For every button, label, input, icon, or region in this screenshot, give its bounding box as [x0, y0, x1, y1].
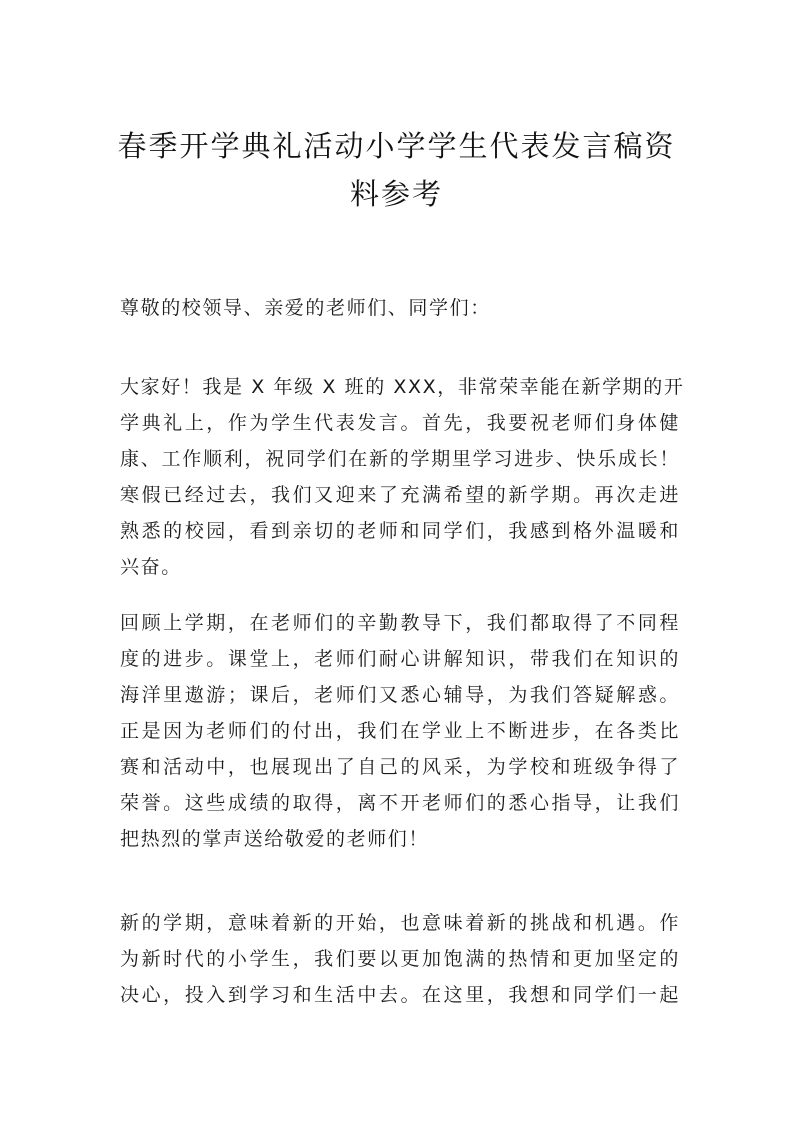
paragraph-2-line-2: 度的进步。课堂上，老师们耐心讲解知识，带我们在知识的 [120, 648, 680, 670]
paragraph-3-line-3: 决心，投入到学习和生活中去。在这里，我想和同学们一起 [120, 984, 680, 1006]
paragraph-1-line-5: 熟悉的校园，看到亲切的老师和同学们，我感到格外温暖和 [120, 520, 680, 542]
paragraph-3-line-2: 为新时代的小学生，我们要以更加饱满的热情和更加坚定的 [120, 948, 680, 970]
paragraph-1-line-4: 寒假已经过去，我们又迎来了充满希望的新学期。再次走进 [120, 484, 680, 506]
document-title [100, 122, 693, 218]
paragraph-1-line-3: 康、工作顺利，祝同学们在新的学期里学习进步、快乐成长！ [120, 448, 680, 470]
paragraph-1-line-6: 兴奋。 [120, 556, 182, 578]
paragraph-3-line-1: 新的学期，意味着新的开始，也意味着新的挑战和机遇。作 [120, 912, 680, 934]
paragraph-2-line-7: 把热烈的掌声送给敬爱的老师们！ [120, 828, 430, 850]
paragraph-2-line-6: 荣誉。这些成绩的取得，离不开老师们的悉心指导，让我们 [120, 792, 680, 814]
paragraph-2-line-5: 赛和活动中，也展现出了自己的风采，为学校和班级争得了 [120, 756, 680, 778]
title-line-2: 料参考 [349, 177, 443, 211]
paragraph-2-line-3: 海洋里遨游；课后，老师们又悉心辅导，为我们答疑解惑。 [120, 684, 680, 706]
paragraph-1-line-2: 学典礼上，作为学生代表发言。首先，我要祝老师们身体健 [120, 412, 680, 434]
salutation: 尊敬的校领导、亲爱的老师们、同学们： [120, 297, 491, 319]
paragraph-1-line-1: 大家好！我是 X 年级 X 班的 XXX，非常荣幸能在新学期的开 [120, 376, 685, 398]
title-line-1: 春季开学典礼活动小学学生代表发言稿资 [117, 129, 676, 163]
paragraph-2-line-1: 回顾上学期，在老师们的辛勤教导下，我们都取得了不同程 [120, 612, 680, 634]
paragraph-2-line-4: 正是因为老师们的付出，我们在学业上不断进步，在各类比 [120, 720, 680, 742]
